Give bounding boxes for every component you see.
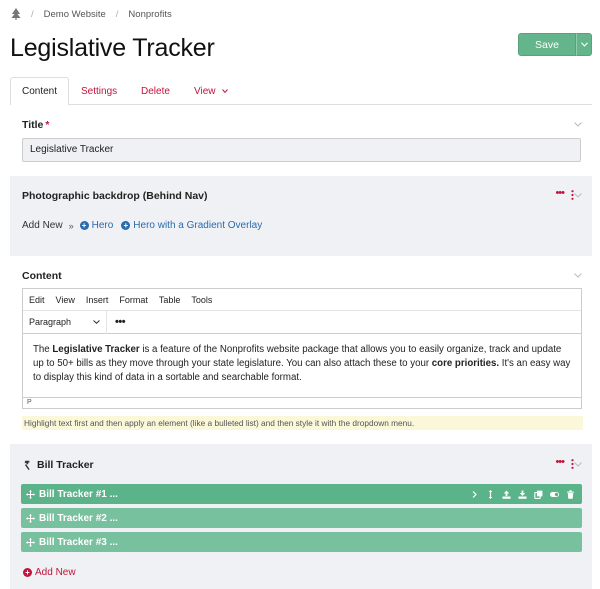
bill-tracker-row[interactable] [21,508,582,528]
content-field-panel [10,256,592,444]
plus-circle-icon: + [121,221,130,230]
upload-icon[interactable] [502,490,511,499]
chevron-down-icon[interactable] [574,193,582,199]
save-dropdown-button[interactable] [576,33,592,56]
breadcrumb [11,8,172,20]
title-field-panel [10,105,592,176]
move-arrows-icon[interactable] [26,538,35,547]
bill-tracker-panel [10,444,592,589]
backdrop-field-panel [10,176,592,256]
format-select[interactable] [23,311,107,334]
add-hero-gradient-link[interactable] [121,220,262,231]
row-actions [470,484,575,504]
add-hero-link[interactable] [80,220,114,231]
tab-content[interactable] [10,77,69,105]
content-panel [10,104,592,589]
add-hero-label: Hero [91,220,114,231]
bill-tracker-title [22,459,94,471]
backdrop-field-label: Photographic backdrop (Behind Nav) [22,190,208,202]
menu-format[interactable]: Format [119,294,148,305]
tree-icon[interactable] [11,8,21,20]
backdrop-add-new [22,220,270,231]
content-field-label: Content [22,270,62,282]
bill-tracker-row-label: Bill Tracker #2 ... [39,512,118,524]
ellipsis-icon[interactable]: ••• [555,456,564,468]
editor-toolbar [23,311,581,334]
menu-view[interactable]: View [55,294,75,305]
sort-icon[interactable] [486,490,495,499]
chevron-down-icon[interactable] [574,462,582,468]
editor-hint: Highlight text first and then apply an element (like a bulleted list) and then style it with the dropdown menu. [22,416,583,430]
save-button[interactable]: Save [518,33,576,56]
breadcrumb-separator: / [115,8,119,20]
body-bold-text: Legislative Tracker [52,344,140,355]
plus-circle-icon: + [80,221,89,230]
format-select-value: Paragraph [29,317,72,327]
breadcrumb-demo-website[interactable]: Demo Website [43,8,106,20]
title-label-text: Title [22,119,44,131]
breadcrumb-separator: / [31,8,34,20]
chevron-down-icon [581,42,588,47]
bill-tracker-row-label: Bill Tracker #1 ... [39,488,118,500]
trash-icon[interactable] [566,490,575,499]
editor-body[interactable] [23,334,581,397]
copy-icon[interactable] [534,490,543,499]
bill-tracker-label: Bill Tracker [37,459,94,471]
toggle-icon[interactable] [550,490,559,499]
chevron-down-icon[interactable] [574,122,582,128]
plus-circle-icon: + [23,568,32,577]
move-arrows-icon[interactable] [26,490,35,499]
title-input[interactable]: Legislative Tracker [22,138,581,162]
bill-tracker-row[interactable] [21,484,582,504]
body-text: It's an easy way to display this kind of data in a sortable and searchable format. [33,358,571,383]
chevron-right-icon[interactable] [470,490,479,499]
menu-tools[interactable]: Tools [191,294,213,305]
hammer-icon [22,460,33,471]
bill-tracker-row[interactable] [21,532,582,552]
tab-settings[interactable] [81,77,117,105]
page-title: Legislative Tracker [10,34,215,62]
tab-settings-label: Settings [81,85,118,97]
menu-edit[interactable]: Edit [29,294,45,305]
add-new-label: Add New [22,220,63,231]
chevron-right-icon: » [68,220,74,231]
menu-table[interactable]: Table [158,294,181,305]
tab-content-label: Content [21,86,58,97]
breadcrumb-nonprofits[interactable]: Nonprofits [128,8,172,20]
ellipsis-icon[interactable]: ••• [555,187,564,199]
chevron-down-icon[interactable] [574,273,582,279]
chevron-down-icon [222,89,228,93]
chevron-down-icon [93,320,100,324]
download-icon[interactable] [518,490,527,499]
title-field-label [22,119,50,131]
bill-tracker-row-label: Bill Tracker #3 ... [39,536,118,548]
editor-menubar [23,289,581,311]
body-text: The [33,344,53,355]
add-new-bill-button[interactable] [23,567,76,578]
add-new-bill-label: Add New [35,567,76,578]
tab-delete[interactable] [141,77,170,105]
more-tools-button[interactable]: ••• [115,316,126,328]
save-button-group [518,33,592,56]
tab-view[interactable] [194,77,228,105]
menu-insert[interactable]: Insert [85,294,109,305]
tab-bar [0,77,600,105]
editor-statusbar: P [23,397,581,408]
add-hero-gradient-label: Hero with a Gradient Overlay [133,220,263,231]
body-bold-text: core priorities. [431,358,500,369]
tab-view-label: View [194,85,216,97]
move-arrows-icon[interactable] [26,514,35,523]
tab-delete-label: Delete [141,85,170,97]
rich-text-editor [22,288,582,409]
body-text: is a feature of the Nonprofits website package that allows you to easily organize, track and update up to 50+ bills as they move through your state legislature. You can also attach these to your [33,344,562,369]
required-marker: * [45,119,50,131]
